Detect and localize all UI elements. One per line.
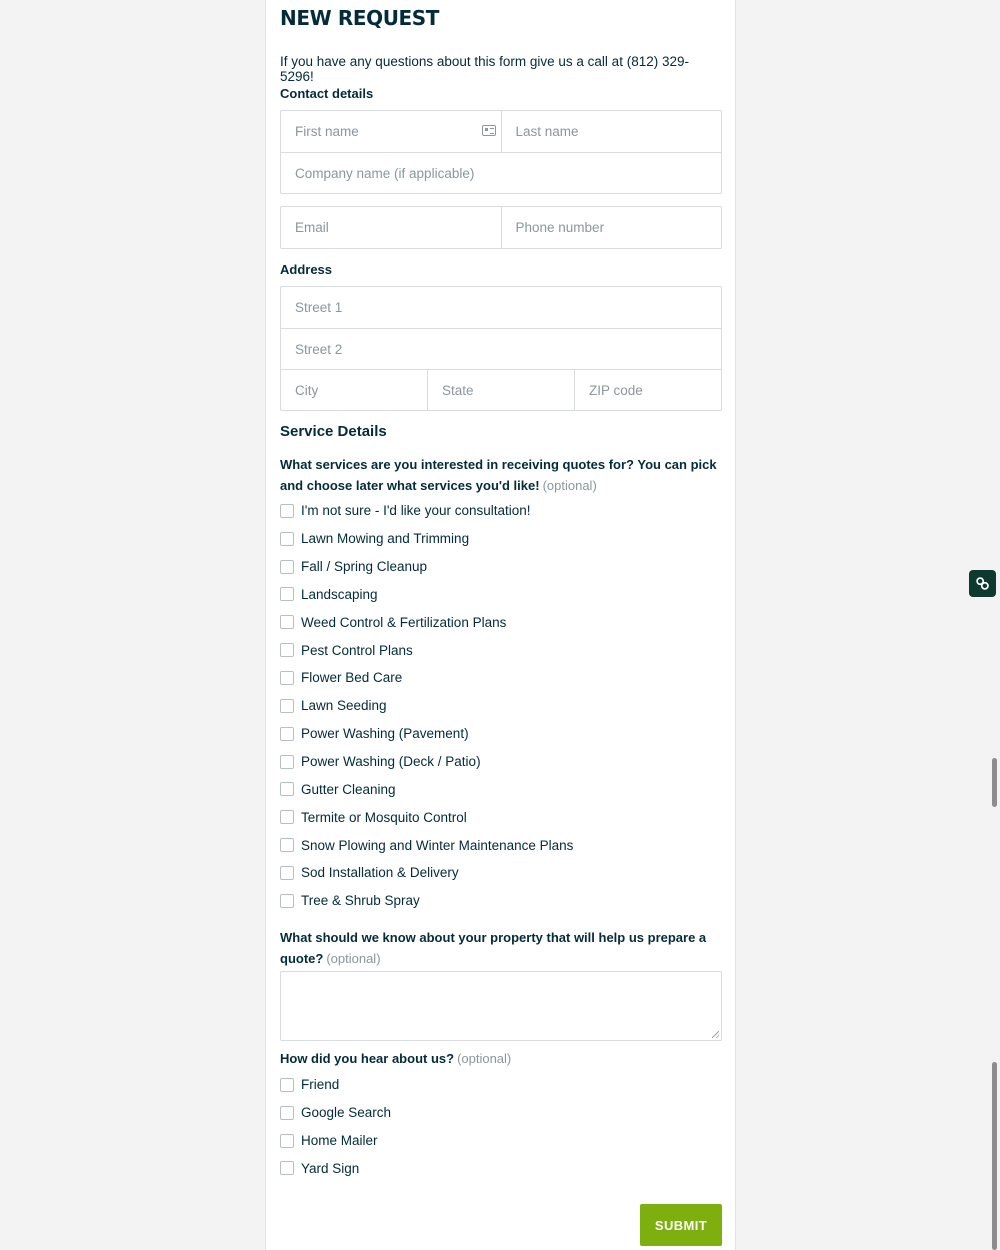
service-option[interactable] (280, 608, 720, 636)
hear-about-checklist (280, 1071, 720, 1182)
service-option[interactable] (280, 636, 720, 664)
service-option[interactable] (280, 748, 720, 776)
zip-field[interactable]: ZIP code (574, 370, 721, 410)
service-option[interactable] (280, 497, 720, 525)
referral-option[interactable] (280, 1099, 720, 1127)
link-icon[interactable] (969, 570, 996, 597)
hear-about-question: How did you hear about us? (optional) (280, 1051, 512, 1066)
contact-details-label: Contact details (280, 86, 374, 101)
checkbox-label: I'm not sure - I'd like your consultation! (301, 503, 531, 519)
service-option[interactable] (280, 553, 720, 581)
submit-button[interactable]: SUBMIT (640, 1204, 722, 1246)
checkbox[interactable] (280, 1078, 294, 1092)
checkbox-label: Flower Bed Care (301, 670, 403, 686)
service-option[interactable] (280, 803, 720, 831)
checkbox-label: Power Washing (Deck / Patio) (301, 754, 481, 770)
state-field[interactable]: State (427, 370, 574, 410)
checkbox[interactable] (280, 810, 294, 824)
checkbox-label: Pest Control Plans (301, 642, 413, 658)
checkbox[interactable] (280, 560, 294, 574)
services-checklist (280, 497, 720, 915)
checkbox[interactable] (280, 782, 294, 796)
checkbox[interactable] (280, 838, 294, 852)
checkbox[interactable] (280, 532, 294, 546)
service-option[interactable] (280, 831, 720, 859)
checkbox-label: Sod Installation & Delivery (301, 865, 459, 881)
contact-card-icon[interactable] (482, 125, 496, 136)
checkbox[interactable] (280, 727, 294, 741)
property-notes-textarea[interactable] (280, 971, 722, 1041)
checkbox-label: Google Search (301, 1105, 392, 1121)
service-option[interactable] (280, 664, 720, 692)
checkbox-label: Yard Sign (301, 1160, 360, 1176)
scrollbar-thumb[interactable] (992, 1062, 997, 1250)
street1-field[interactable]: Street 1 (295, 300, 343, 315)
checkbox-label: Termite or Mosquito Control (301, 809, 467, 825)
property-question: What should we know about your property that will help us prepare a quote? (optional) (280, 930, 707, 966)
intro-text: If you have any questions about this form give us a call at (812) 329-5296! (280, 54, 689, 84)
service-option[interactable] (280, 581, 720, 609)
contact-info-fields (280, 206, 722, 249)
checkbox-label: Landscaping (301, 586, 378, 602)
service-option[interactable] (280, 525, 720, 553)
services-question: What services are you interested in receiving quotes for? You can pick and choose later what services you'd like! (optional) (280, 457, 717, 493)
request-form-card (265, 0, 736, 1250)
service-option[interactable] (280, 887, 720, 915)
service-option[interactable] (280, 692, 720, 720)
checkbox-label: Snow Plowing and Winter Maintenance Plans (301, 837, 574, 853)
checkbox[interactable] (280, 504, 294, 518)
optional-tag: (optional) (542, 478, 597, 493)
checkbox[interactable] (280, 671, 294, 685)
address-fields (280, 286, 722, 411)
checkbox[interactable] (280, 1134, 294, 1148)
email-field[interactable]: Email (295, 220, 329, 235)
contact-fields (280, 110, 722, 194)
checkbox-label: Gutter Cleaning (301, 781, 396, 797)
service-details-title: Service Details (280, 423, 387, 440)
checkbox[interactable] (280, 866, 294, 880)
referral-option[interactable] (280, 1071, 720, 1099)
page-title: NEW REQUEST (280, 6, 440, 30)
checkbox[interactable] (280, 1106, 294, 1120)
checkbox[interactable] (280, 615, 294, 629)
service-option[interactable] (280, 775, 720, 803)
checkbox-label: Friend (301, 1077, 340, 1093)
first-name-field[interactable]: First name (281, 111, 501, 152)
referral-option[interactable] (280, 1127, 720, 1155)
optional-tag: (optional) (457, 1051, 512, 1066)
service-option[interactable] (280, 859, 720, 887)
service-option[interactable] (280, 720, 720, 748)
checkbox-label: Home Mailer (301, 1133, 378, 1149)
checkbox[interactable] (280, 643, 294, 657)
checkbox-label: Tree & Shrub Spray (301, 893, 420, 909)
checkbox[interactable] (280, 699, 294, 713)
referral-option[interactable] (280, 1155, 720, 1183)
checkbox-label: Power Washing (Pavement) (301, 726, 469, 742)
resize-handle-icon[interactable] (712, 1031, 719, 1038)
checkbox-label: Lawn Seeding (301, 698, 387, 714)
company-name-field[interactable]: Company name (if applicable) (295, 165, 475, 181)
address-label: Address (280, 262, 333, 277)
checkbox-label: Weed Control & Fertilization Plans (301, 614, 507, 630)
checkbox[interactable] (280, 587, 294, 601)
street2-field[interactable]: Street 2 (295, 341, 343, 357)
scrollbar-thumb[interactable] (992, 758, 997, 807)
optional-tag: (optional) (326, 951, 381, 966)
checkbox[interactable] (280, 755, 294, 769)
checkbox[interactable] (280, 1161, 294, 1175)
checkbox-label: Fall / Spring Cleanup (301, 559, 428, 575)
checkbox[interactable] (280, 894, 294, 908)
link-icon-glyph (975, 576, 990, 591)
last-name-field[interactable]: Last name (501, 111, 722, 152)
checkbox-label: Lawn Mowing and Trimming (301, 531, 470, 547)
phone-field[interactable]: Phone number (501, 207, 722, 248)
city-field[interactable]: City (295, 382, 319, 398)
